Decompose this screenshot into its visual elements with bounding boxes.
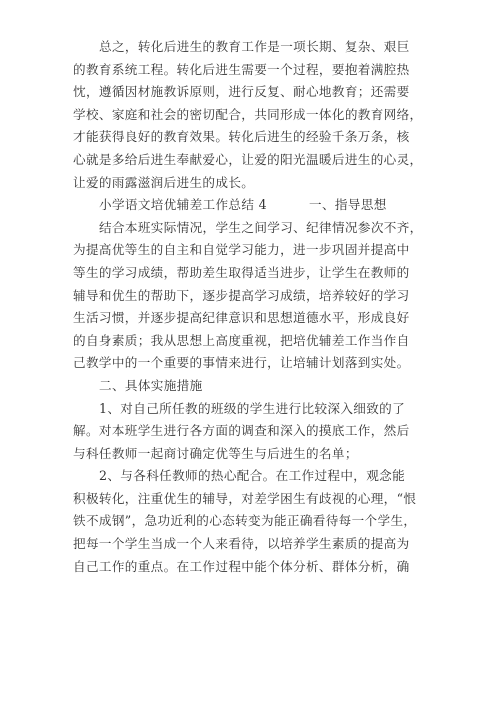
paragraph-line: 自己工作的重点。在工作过程中能个体分析、群体分析，确 [73,558,410,574]
paragraph-line: 1、对自己所任教的班级的学生进行比较深入细致的了 [99,400,406,416]
paragraph-line: 2、与各科任教师的热心配合。在工作过程中，观念能 [99,468,406,484]
section-heading: 二、具体实施措施 [99,377,203,393]
paragraph-line: 辅导和优生的帮助下，逐步提高学习成绩，培养较好的学习 [73,287,410,303]
paragraph-line: 解。对本班学生进行各方面的调查和深入的摸底工作，然后 [73,423,410,439]
paragraph-line: 与科任教师一起商讨确定优等生与后进生的名单； [73,445,358,461]
paragraph-line: 让爱的雨露滋润后进生的成长。 [73,174,255,190]
section-heading-line [73,194,433,217]
paragraph-line: 的自身素质；我从思想上高度重视，把培优辅差工作当作自 [73,332,410,348]
paragraph-line: 等生的学习成绩，帮助差生取得适当进步，让学生在教师的 [73,264,410,280]
paragraph-line: 积极转化，注重优生的辅导，对差学困生有歧视的心理，“恨 [73,490,417,506]
paragraph-line: 铁不成钢”，急功近利的心态转变为能正确看待每一个学生， [73,513,417,529]
paragraph-line: 学校、家庭和社会的密切配合，共同形成一体化的教育网络， [73,106,423,122]
paragraph-line: 总之，转化后进生的教育工作是一项长期、复杂、艰巨 [99,39,410,54]
paragraph-line: 的教育系统工程。转化后进生需要一个过程，要抱着满腔热 [73,61,410,77]
paragraph-line: 结合本班实际情况，学生之间学习、纪律情况参次不齐， [99,219,423,235]
paragraph-line: 心就是多给后进生奉献爱心，让爱的阳光温暖后进生的心灵， [73,151,423,167]
paragraph-line: 己教学中的一个重要的事情来进行，让培辅计划落到实处。 [73,355,410,371]
document-body [73,36,433,578]
paragraph-line: 把每一个学生当成一个人来看待，以培养学生素质的提高为 [73,536,410,552]
paragraph-line: 忱，遵循因材施教诉原则，进行反复、耐心地教育；还需要 [73,84,410,100]
paragraph-line: 为提高优等生的自主和自觉学习能力，进一步巩固并提高中 [73,242,410,258]
paragraph-line: 才能获得良好的教育效果。转化后进生的经验千条万条，核 [73,129,410,145]
paragraph-line: 生活习惯，并逐步提高纪律意识和思想道德水平，形成良好 [73,310,410,326]
section-title: 一、指导思想 [309,197,387,213]
summary-title: 小学语文培优辅差工作总结 4 [99,197,268,213]
